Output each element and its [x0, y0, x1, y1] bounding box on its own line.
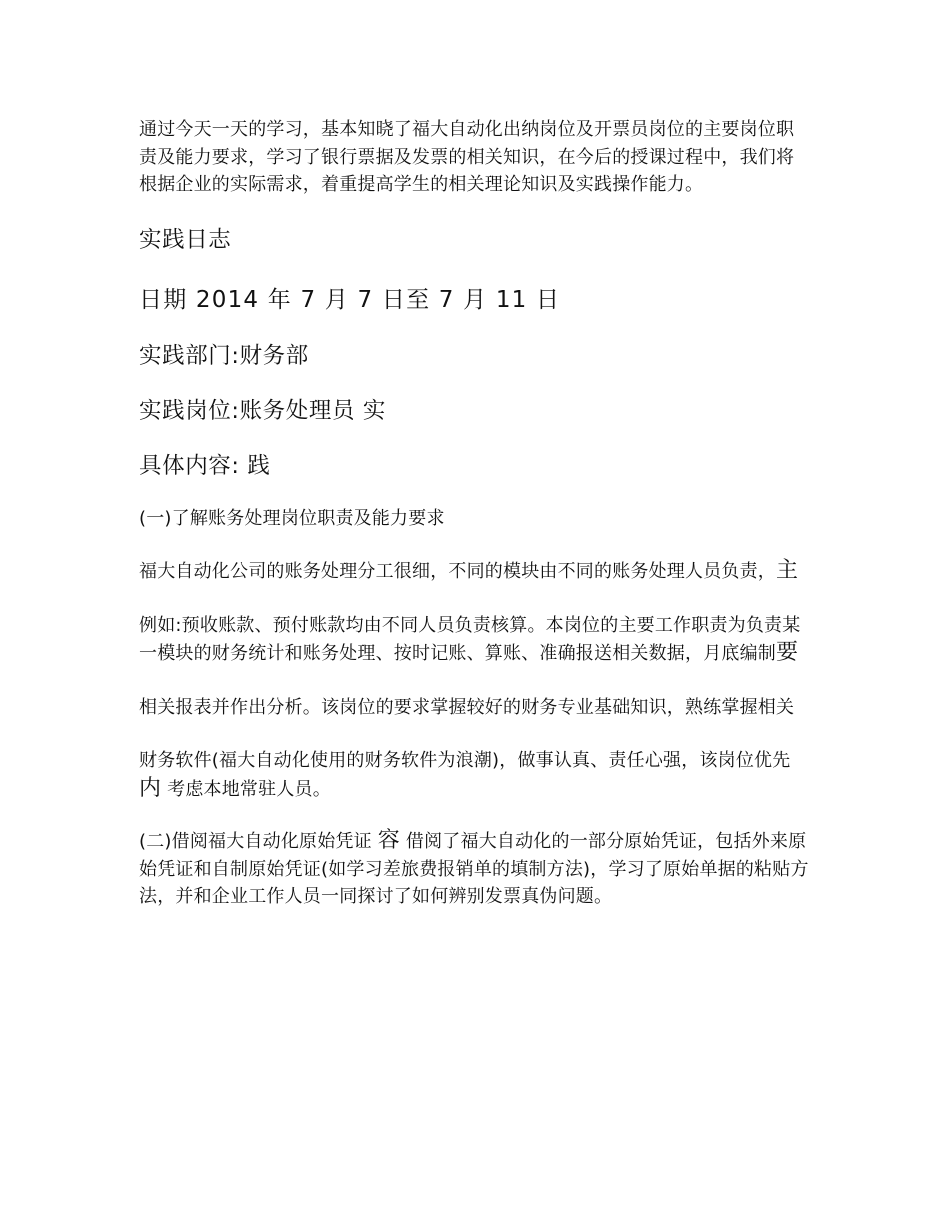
inline-extra-char: 容	[377, 828, 400, 853]
post-text: 实践岗位:账务处理员	[139, 397, 356, 424]
paragraph-tail: 考虑本地常驻人员。	[161, 778, 331, 800]
paragraph-text: 福大自动化公司的账务处理分工很细，不同的模块由不同的账务处理人员负责，	[139, 561, 776, 582]
paragraph-text: 财务软件(福大自动化使用的财务软件为浪潮)，做事认真、责任心强，该岗位优先	[139, 750, 791, 771]
practice-log-heading: 实践日志	[139, 226, 232, 253]
content-extra-char: 践	[247, 452, 271, 479]
inline-extra-char: 要	[776, 640, 799, 665]
department-line: 实践部门:财务部	[139, 342, 309, 369]
post-line	[139, 396, 812, 426]
paragraph-vouchers	[139, 827, 812, 911]
paragraph-software	[139, 747, 812, 803]
content-label: 具体内容:	[139, 452, 240, 479]
paragraph-division-of-work	[139, 557, 812, 586]
paragraph-duties	[139, 612, 812, 668]
paragraph-text: 例如:预收账款、预付账款均由不同人员负责核算。本岗位的主要工作职责为负责某一模块的财务统计和账务处理、按时记账、算账、准确报送相关数据，月底编制	[139, 614, 801, 664]
inline-extra-char: 内	[139, 775, 162, 801]
intro-paragraph: 通过今天一天的学习，基本知晓了福大自动化出纳岗位及开票员岗位的主要岗位职责及能力要求，学习了银行票据及发票的相关知识，在今后的授课过程中，我们将根据企业的实际需求，着重提高学生的相关理论知识及实践操作能力。	[139, 119, 795, 195]
content-line	[139, 451, 812, 481]
date-line: 日期 2014 年 7 月 7 日至 7 月 11 日	[139, 286, 561, 313]
paragraph-requirements: 相关报表并作出分析。该岗位的要求掌握较好的财务专业基础知识，熟练掌握相关	[139, 696, 795, 718]
section1-title: (一)了解账务处理岗位职责及能力要求	[139, 507, 445, 529]
section2-title: (二)借阅福大自动化原始凭证	[139, 831, 378, 852]
post-extra-char: 实	[362, 397, 386, 424]
inline-extra-char: 主	[776, 558, 799, 583]
paragraph-text: 借阅了福大自动化的一部分原始凭证，包括外来原始凭证和自制原始凭证(如学习差旅费报销单的填制方法)，学习了原始单据的粘贴方法，并和企业工作人员一同探讨了如何辨别发票真伪问题。	[139, 831, 809, 907]
